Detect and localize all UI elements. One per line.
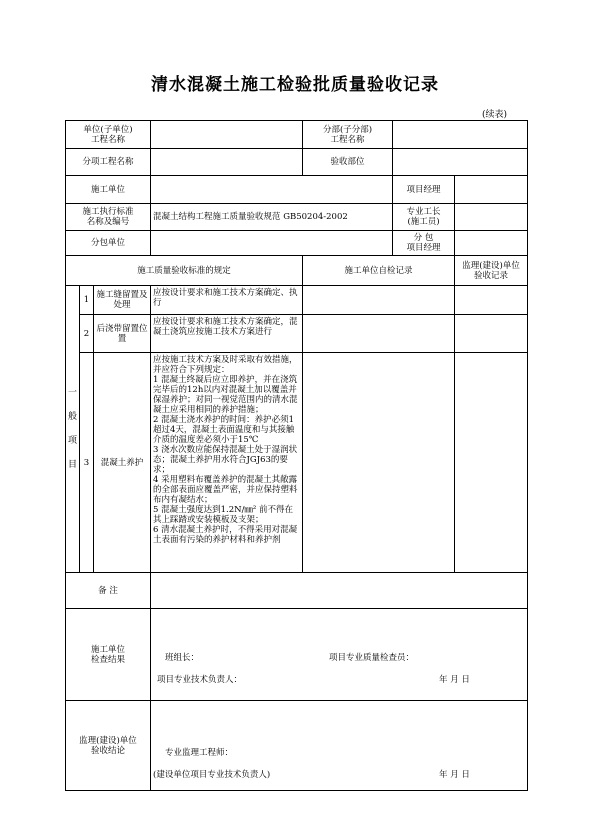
standard-column-header: 施工质量验收标准的规定: [66, 256, 303, 286]
self-check-column-header: 施工单位自检记录: [303, 256, 455, 286]
subcontractor-label: 分包单位: [66, 231, 151, 256]
construction-check-area[interactable]: [151, 609, 528, 701]
item-number: 3: [80, 353, 94, 573]
supervising-engineer-label: 专业监理工程师：: [165, 748, 234, 758]
supervision-conclusion-label: 监理(建设)单位 验收结论: [66, 701, 151, 791]
remarks-label: 备 注: [66, 573, 151, 609]
construction-unit-value[interactable]: [151, 176, 393, 204]
general-items-label: 一 般 项 目: [66, 286, 80, 573]
item-name: 后浇带留置位置: [94, 315, 151, 353]
sub-manager-label: 分 包 项目经理: [393, 231, 455, 256]
unit-project-name-label: 单位(子单位) 工程名称: [66, 121, 151, 149]
item-number: 1: [80, 286, 94, 315]
item-supervision[interactable]: [455, 286, 528, 315]
acceptance-record-table: [65, 120, 528, 791]
owner-lead-label: (建设单位项目专业技术负责人): [153, 770, 271, 780]
item-name: 施工缝留置及处理: [94, 286, 151, 315]
construction-check-label: 施工单位 检查结果: [66, 609, 151, 701]
item-name: 混凝土养护: [94, 353, 151, 573]
item-requirement: 应按施工技术方案及时采取有效措施，并应符合下列规定： 1 混凝土终凝后应立即养护，并在浇筑完毕后的12h以内对混凝土加以覆盖并保湿养护；对同一视觉范围内的清水混凝土应采用相同的养护措施； 2 混凝土浇水养护的时间：养护必须1超过4天，混凝土表面温度和与其接触介质的温度差必须小于15℃ 3 浇水次数应能保持混凝土处于湿润状态；混凝土养护用水符合JGJ63的要求； 4 采用塑料布覆盖养护的混凝土其敞露的全部表面应覆盖严密，并应保持塑料布内有凝结水； 5 混凝土强度达到1.2N/㎜² 前不得在其上踩踏或安装模板及支架； 6 清水混凝土养护时，不得采用对混凝土表面有污染的养护材料和养护剂: [151, 353, 303, 573]
date-label: 年 月 日: [439, 675, 470, 685]
remarks-value[interactable]: [151, 573, 528, 609]
page-title: 清水混凝土施工检验批质量验收记录: [151, 75, 439, 95]
unit-project-name-value[interactable]: [151, 121, 303, 149]
construction-unit-label: 施工单位: [66, 176, 151, 204]
acceptance-part-label: 验收部位: [303, 149, 393, 176]
item-requirement: 应按设计要求和施工技术方案确定、执行: [151, 286, 303, 315]
item-self-check[interactable]: [303, 286, 455, 315]
acceptance-part-value[interactable]: [393, 149, 528, 176]
item-project-name-label: 分项工程名称: [66, 149, 151, 176]
sub-project-name-value[interactable]: [393, 121, 528, 149]
item-self-check[interactable]: [303, 315, 455, 353]
standard-label: 施工执行标准 名称及编号: [66, 204, 151, 231]
sub-manager-value[interactable]: [455, 231, 528, 256]
supervision-conclusion-area[interactable]: [151, 701, 528, 791]
item-requirement: 应按设计要求和施工技术方案确定，混凝土浇筑应按施工技术方案进行: [151, 315, 303, 353]
foreman-value[interactable]: [455, 204, 528, 231]
foreman-label: 专业工长 (施工员): [393, 204, 455, 231]
item-self-check[interactable]: [303, 353, 455, 573]
item-project-name-value[interactable]: [151, 149, 303, 176]
team-leader-label: 班组长：: [165, 653, 200, 663]
item-supervision[interactable]: [455, 315, 528, 353]
item-number: 2: [80, 315, 94, 353]
supervision-column-header: 监理(建设)单位 验收记录: [455, 256, 528, 286]
sub-project-name-label: 分部(子分部) 工程名称: [303, 121, 393, 149]
project-manager-label: 项目经理: [393, 176, 455, 204]
continued-note: (续表): [482, 110, 508, 120]
tech-lead-label: 项目专业技术负责人：: [157, 675, 243, 685]
date-label: 年 月 日: [439, 770, 470, 780]
quality-inspector-label: 项目专业质量检查员：: [329, 653, 415, 663]
standard-value: 混凝土结构工程施工质量验收规范 GB50204-2002: [151, 204, 393, 231]
subcontractor-value[interactable]: [151, 231, 393, 256]
project-manager-value[interactable]: [455, 176, 528, 204]
item-supervision[interactable]: [455, 353, 528, 573]
